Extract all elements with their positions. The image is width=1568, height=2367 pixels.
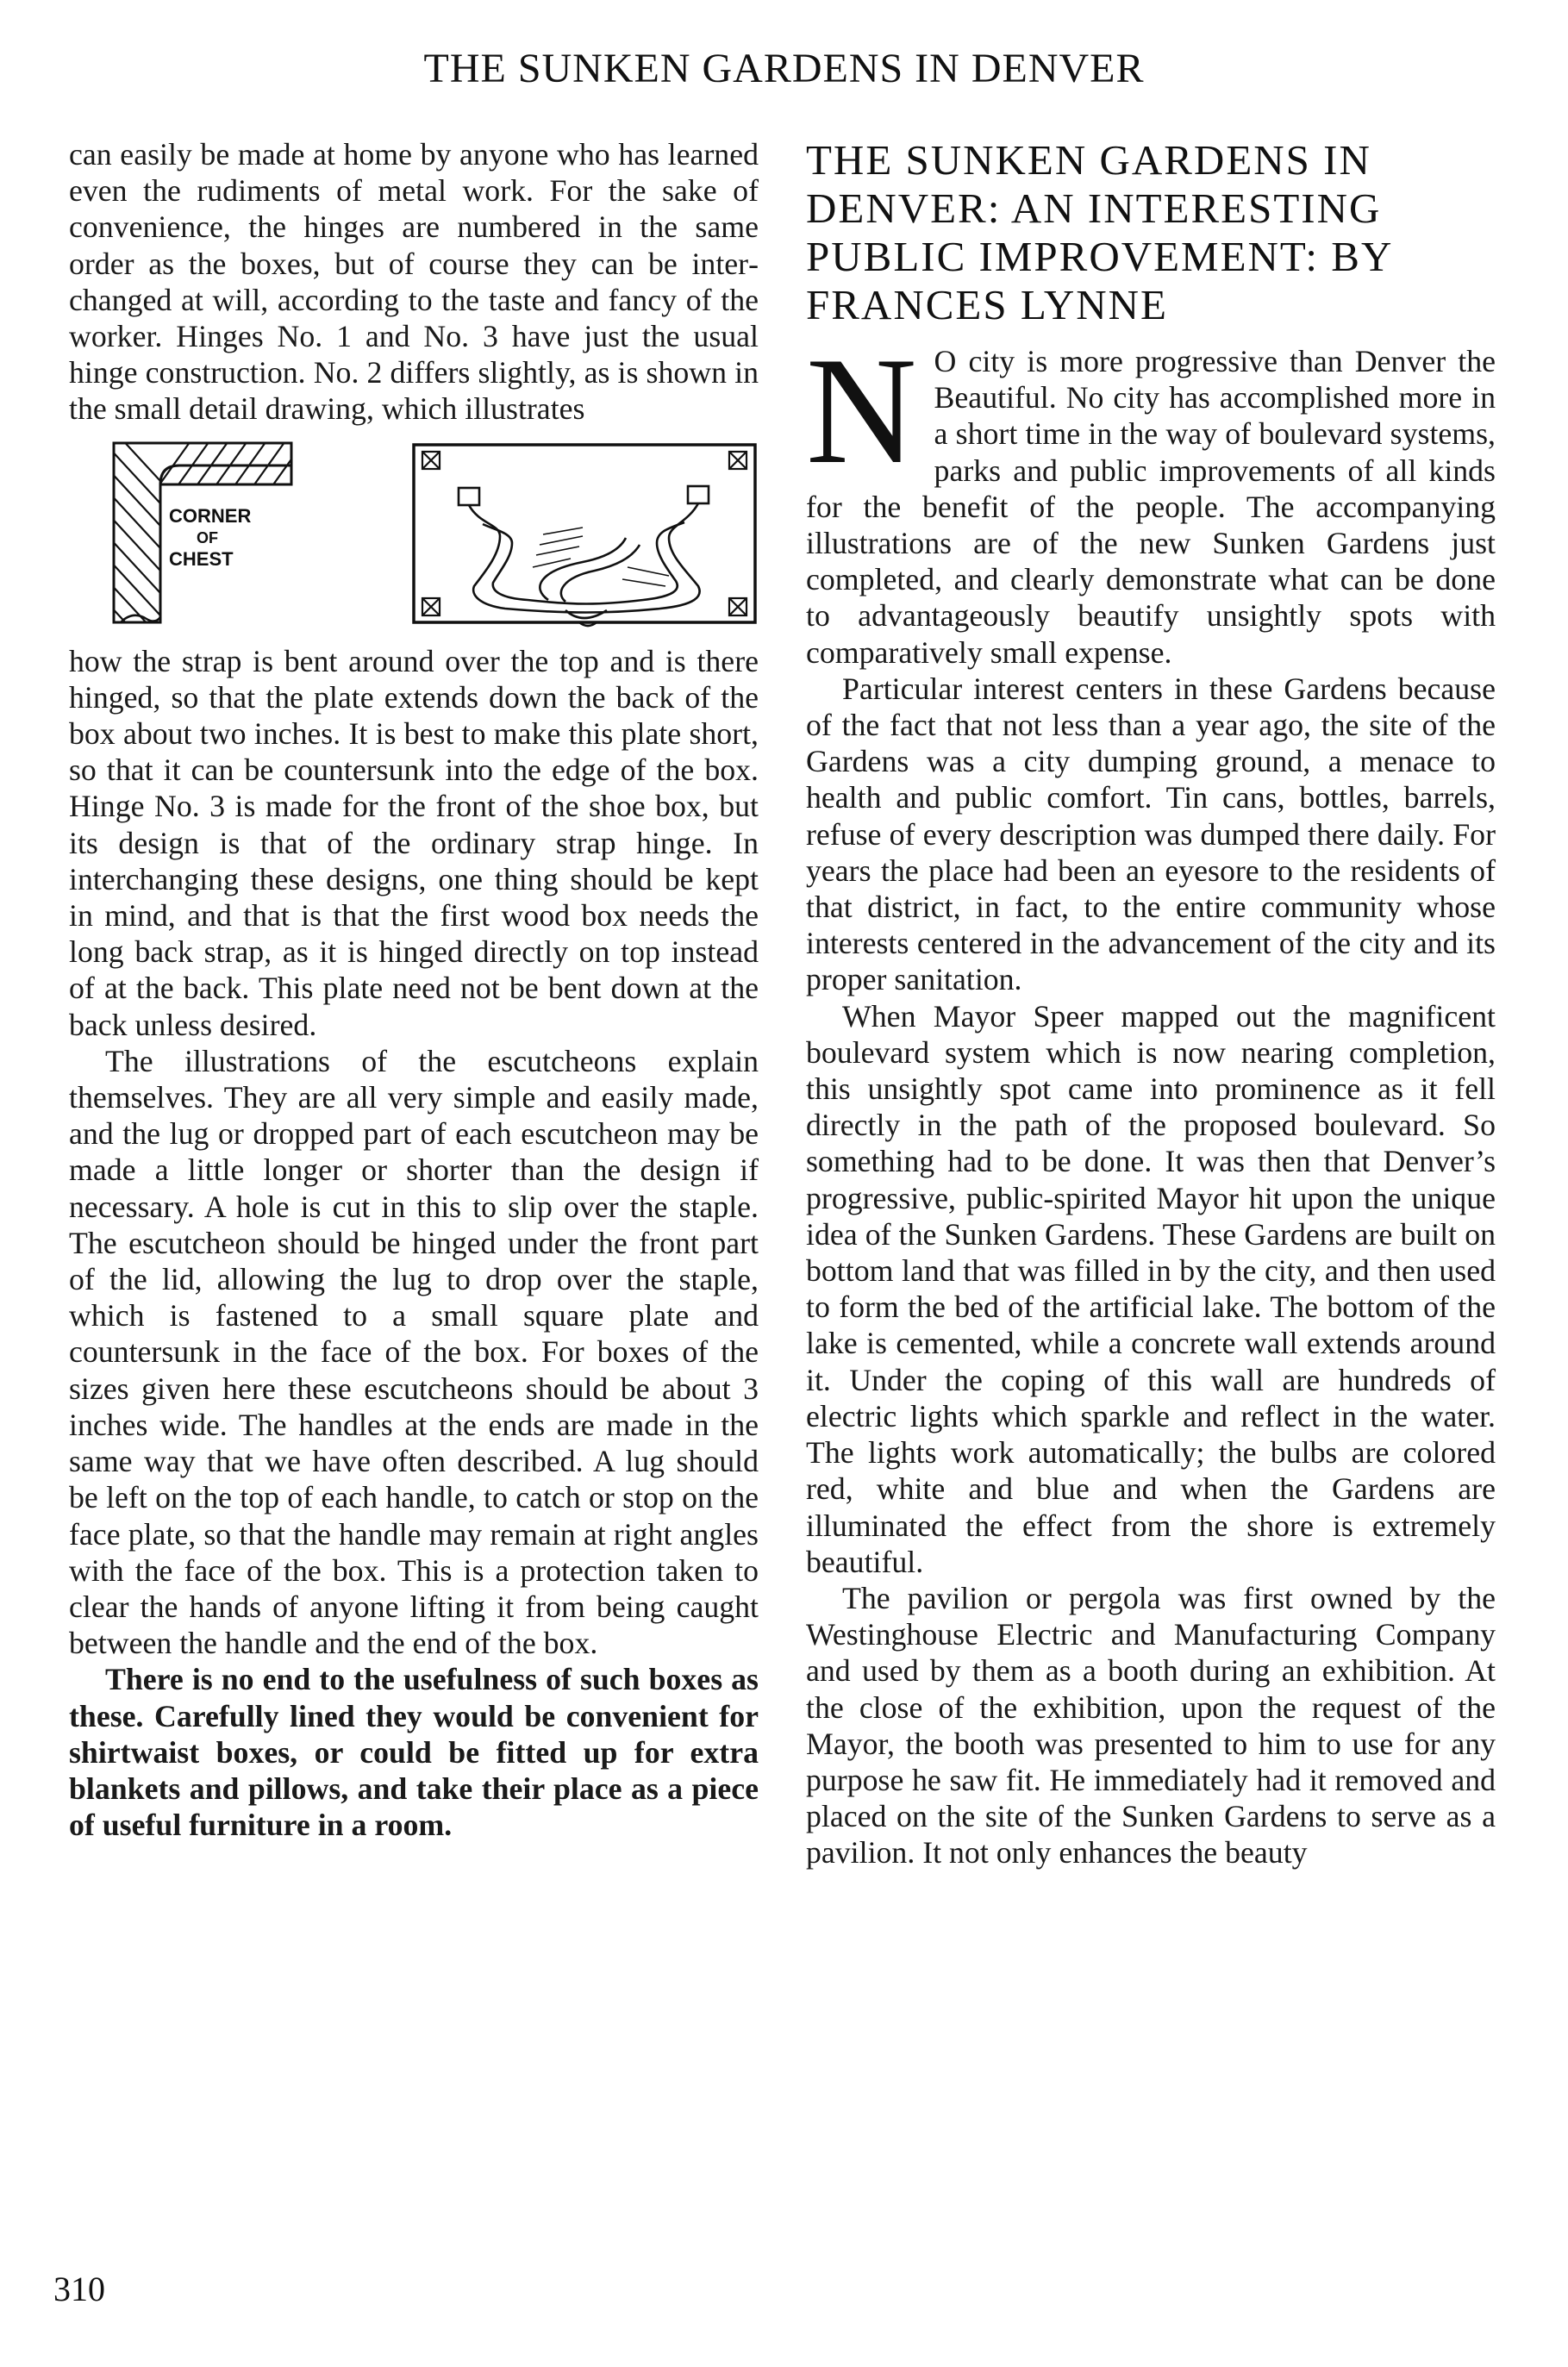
corner-label-line1: CORNER bbox=[169, 504, 252, 527]
corner-label-line2: OF bbox=[197, 528, 218, 546]
right-paragraph-1 bbox=[806, 325, 1496, 671]
article-title: THE SUNKEN GARDENS IN DENVER: AN INTERESTING PUBLIC IMPROVEMENT: BY FRANCES LYNNE bbox=[806, 136, 1392, 328]
right-paragraph-2: Particular interest centers in these Gardens because of the fact that not less than a year ago, the site of the Gardens was a city dumping ground, a menace to health and public comfort. Tin cans, bottles, barrels, refuse of every description was dumped there daily. For years the place had been an eyesore to the residents of that district, in fact, to the entire community whose interests centered in the advancement of the city and its proper sanitation. bbox=[806, 671, 1496, 997]
corner-label-line3: CHEST bbox=[169, 547, 234, 570]
right-paragraph-4: The pavilion or pergola was first owned by the Westinghouse Electric and Manufacturing Company and used by them as a booth during an exhibition. At the close of the exhibition, upon the request of the Mayor, the booth was presented to him to use for any purpose he saw fit. He immediately had it removed and placed on the site of the Sunken Gardens to serve as a pavilion. It not only enhances the beauty bbox=[806, 1580, 1496, 1870]
hinge-detail-figure bbox=[69, 441, 759, 633]
chest-corner-drawing bbox=[112, 441, 295, 626]
left-paragraph-3: The illustrations of the escutcheons explain themselves. They are all very simple and easily made, and the lug or dropped part of each escutcheon may be made a little longer or shorter than the design if necessary. A hole is cut in this to slip over the staple. The escutcheon should be hinged under the front part of the lid, allowing the lug to drop over the staple, which is fastened to a small square plate and countersunk in the face of the box. For boxes of the sizes given here these escutcheons should be about 3 inches wide. The handles at the ends are made in the same way that we have often described. A lug should be left on the top of each handle, to catch or stop on the face plate, so that the handle may remain at right angles with the face of the box. This is a protection taken to clear the hands of anyone lifting it from being caught between the handle and the end of the box. bbox=[69, 1043, 759, 1661]
page-number: 310 bbox=[53, 2270, 105, 2308]
rivet-icon bbox=[422, 452, 747, 615]
right-paragraph-3: When Mayor Speer mapped out the magnificent boulevard system which is now nearing completion, this unsightly spot came into prominence as it fell directly in the path of the proposed boulevard. So something had to be done. It was then that Denver’s progressive, public-spirited Mayor hit upon the unique idea of the Sunken Gardens. These Gardens are built on bottom land that was filled in by the city, and then used to form the bed of the artificial lake. The bottom of the lake is cemented, while a concrete wall extends around it. Under the coping of this wall are hundreds of electric lights which sparkle and reflect in the water. The lights work automatically; the bulbs are colored red, white and blue and when the Gardens are illuminated the effect from the shore is extremely beautiful. bbox=[806, 998, 1496, 1579]
left-paragraph-2: how the strap is bent around over the top and is there hinged, so that the plate extends down the back of the box about two inches. It is best to make this plate short, so that it can be countersunk into the edge of the box. Hinge No. 3 is made for the front of the shoe box, but its design is that of the ordinary strap hinge. In interchanging these designs, one thing should be kept in mind, and that is that the first wood box needs the long back strap, as it is hinged directly on top instead of at the back. This plate need not be bent down at the back unless desired. bbox=[69, 643, 759, 1042]
drop-cap: N bbox=[806, 325, 917, 496]
running-head: THE SUNKEN GARDENS IN DENVER bbox=[423, 46, 1145, 91]
left-column bbox=[69, 136, 759, 1843]
strap-hinge-drawing bbox=[410, 441, 759, 633]
left-paragraph-4: There is no end to the usefulness of such boxes as these. Carefully lined they would be convenient for shirtwaist boxes, or could be fitted up for extra blankets and pillows, and take their place as a piece of useful furniture in a room. bbox=[69, 1662, 759, 1843]
left-paragraph-1: can easily be made at home by anyone who has learned even the rudiments of metal work. For the sake of convenience, the hinges are numbered in the same order as the boxes, but of course they can be interchanged at will, according to the taste and fancy of the worker. Hinges No. 1 and No. 3 have just the usual hinge construction. No. 2 differs slightly, as is shown in the small detail drawing, which illustrates bbox=[69, 137, 759, 427]
right-column bbox=[806, 136, 1496, 1871]
right-paragraph-1-text: O city is more progressive than Denver the Beautiful. No city has accomplished more in a short time in the way of boulevard systems, parks and public improvements of all kinds for the benefit of the people. The accompanying illustrations are of the new Sunken Gardens just completed, and clearly demonstrate what can be done to advantageously beautify unsightly spots with comparatively small expense. bbox=[806, 344, 1496, 670]
